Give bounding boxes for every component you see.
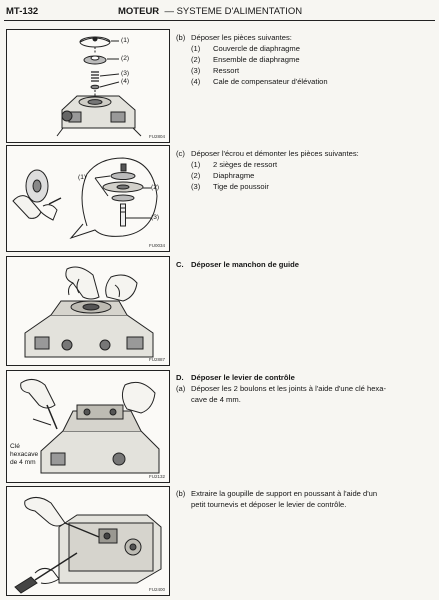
diaphragm-disassembly-illustration	[7, 146, 169, 251]
step-letter: D.	[176, 373, 184, 382]
callout-4: (4)	[121, 78, 130, 85]
callout-3: (3)	[151, 214, 160, 221]
figure-diaphragm-cover	[6, 29, 170, 143]
step-line: petit tournevis et déposer le levier de contrôle.	[191, 500, 347, 509]
step-c-disassemble	[176, 148, 434, 192]
subsection-name: — SYSTEME D'ALIMENTATION	[164, 6, 303, 17]
callout-1: (1)	[78, 174, 87, 181]
list-item: (2) Ensemble de diaphragme	[191, 55, 300, 64]
diaphragm-cover-illustration	[7, 30, 169, 142]
step-b-extract-pin	[176, 488, 434, 510]
step-line: Déposer les 2 boulons et les joints à l'aide d'une clé hexa-	[191, 384, 386, 393]
step-label: (b)	[176, 489, 186, 498]
step-label: (c)	[176, 149, 185, 158]
callout-1: (1)	[121, 37, 130, 44]
callout-hex-key: Clé hexacave de 4 mm	[10, 443, 39, 466]
callout-3: (3)	[121, 70, 130, 77]
step-label: (a)	[176, 384, 186, 393]
step-heading: Déposer le manchon de guide	[191, 260, 300, 269]
step-line: Extraire la goupille de support en poussant à l'aide d'un	[191, 489, 378, 498]
list-item: (3) Ressort	[191, 66, 240, 75]
list-item: (1) 2 sièges de ressort	[191, 160, 278, 169]
step-intro: Déposer les pièces suivantes:	[191, 33, 292, 42]
page-header-title	[118, 6, 302, 17]
step-label: (b)	[176, 33, 186, 42]
figure-guide-sleeve	[6, 256, 170, 366]
page-number: MT-132	[6, 6, 39, 17]
section-name: MOTEUR	[118, 6, 160, 17]
step-heading: Déposer le levier de contrôle	[191, 373, 295, 382]
step-intro: Déposer l'écrou et démonter les pièces suivantes:	[191, 149, 359, 158]
figure-control-lever-bolts	[6, 370, 170, 483]
figure-code: FU2400	[148, 587, 165, 592]
step-b-remove-parts	[176, 32, 434, 87]
figure-code: FU2132	[148, 474, 165, 479]
list-item: (4) Cale de compensateur d'élévation	[191, 77, 328, 86]
figure-diaphragm-disassembly	[6, 145, 170, 252]
step-C-remove-guide-sleeve	[176, 259, 434, 270]
list-item: (3) Tige de poussoir	[191, 182, 269, 191]
figure-support-pin	[6, 486, 170, 596]
support-pin-illustration	[7, 487, 169, 595]
step-letter: C.	[176, 260, 184, 269]
step-line: cave de 4 mm.	[191, 395, 241, 404]
list-item: (1) Couvercle de diaphragme	[191, 44, 300, 53]
callout-2: (2)	[121, 55, 130, 62]
figure-code: FU2804	[148, 134, 165, 139]
header-rule	[4, 20, 435, 21]
guide-sleeve-illustration	[7, 257, 169, 365]
figure-code: FU2887	[148, 357, 165, 362]
list-item: (2) Diaphragme	[191, 171, 255, 180]
step-D-remove-control-lever	[176, 372, 434, 405]
figure-code: FU0034	[148, 243, 165, 248]
callout-2: (2)	[151, 184, 160, 191]
